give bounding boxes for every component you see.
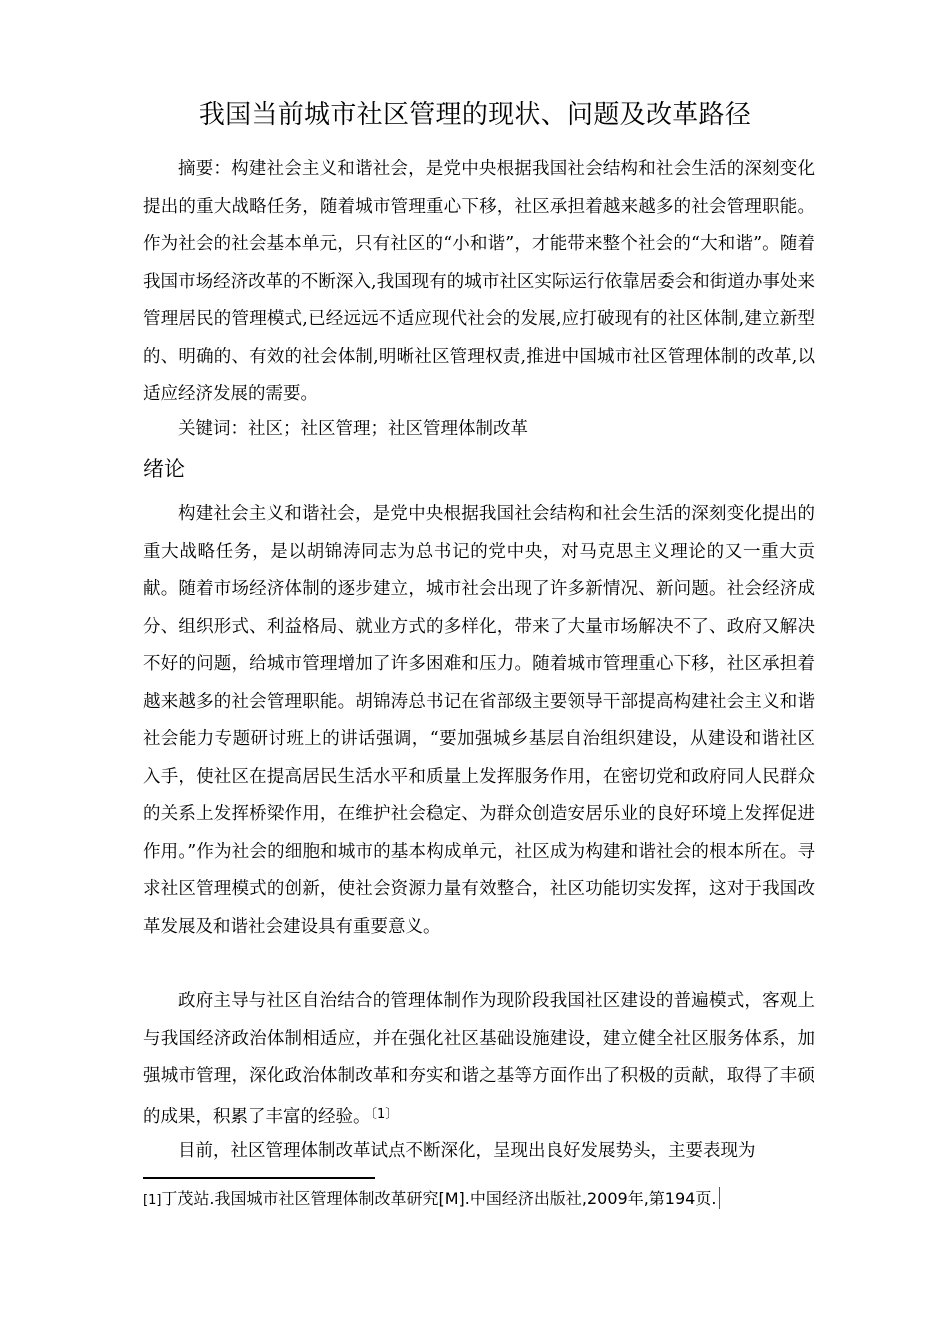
keywords-line [143, 413, 815, 445]
body-paragraph-3: 目前，社区管理体制改革试点不断深化，呈现出良好发展势头，主要表现为 [178, 1141, 756, 1161]
footnote-separator [143, 1177, 375, 1179]
footnote-text: 丁茂站.我国城市社区管理体制改革研究[M].中国经济出版社,2009年,第194页. [161, 1189, 717, 1208]
abstract-paragraph [143, 151, 815, 414]
abstract-label: 摘要： [178, 159, 232, 179]
section-heading: 绪论 [143, 457, 185, 481]
footnote [143, 1186, 720, 1214]
text-cursor [719, 1187, 720, 1209]
body-paragraph-2-text: 政府主导与社区自治结合的管理体制作为现阶段我国社区建设的普遍模式，客观上与我国经济政治体制相适应，并在强化社区基础设施建设，建立健全社区服务体系，加强城市管理，深化政治体制改革和夯实和谐之基等方面作出了积极的贡献，取得了丰硕的成果，积累了丰富的经验。 [143, 991, 815, 1127]
page-title: 我国当前城市社区管理的现状、问题及改革路径 [198, 100, 752, 130]
keywords-text: 社区；社区管理；社区管理体制改革 [248, 419, 528, 439]
body-paragraph-2 [143, 983, 815, 1136]
abstract-text: 构建社会主义和谐社会，是党中央根据我国社会结构和社会生活的深刻变化提出的重大战略任务，随着城市管理重心下移，社区承担着越来越多的社会管理职能。作为社会的社会基本单元，只有社区的“小和谐”，才能带来整个社会的“大和谐”。随着我国市场经济改革的不断深入,我国现有的城市社区实际运行依靠居委会和街道办事处来管理居民的管理模式,已经远远不适应现代社会的发展,应打破现有的社区体制,建立新型的、明确的、有效的社会体制,明晰社区管理权责,推进中国城市社区管理体制的改革,以适应经济发展的需要。 [143, 159, 816, 404]
footnote-mark: [1] [143, 1193, 162, 1208]
keywords-label: 关键词： [178, 419, 248, 439]
body-paragraph-1: 构建社会主义和谐社会，是党中央根据我国社会结构和社会生活的深刻变化提出的重大战略任务，是以胡锦涛同志为总书记的党中央，对马克思主义理论的又一重大贡献。随着市场经济体制的逐步建立，城市社会出现了许多新情况、新问题。社会经济成分、组织形式、利益格局、就业方式的多样化，带来了大量市场解决不了、政府又解决不好的问题，给城市管理增加了许多困难和压力。随着城市管理重心下移，社区承担着越来越多的社会管理职能。胡锦涛总书记在省部级主要领导干部提高构建社会主义和谐社会能力专题研讨班上的讲话强调，“要加强城乡基层自治组织建设，从建设和谐社区入手，使社区在提高居民生活水平和质量上发挥服务作用，在密切党和政府同人民群众的关系上发挥桥梁作用，在维护社会稳定、为群众创造安居乐业的良好环境上发挥促进作用。”作为社会的细胞和城市的基本构成单元，社区成为构建和谐社会的根本所在。寻求社区管理模式的创新，使社会资源力量有效整合，社区功能切实发挥，这对于我国改革发展及和谐社会建设具有重要意义。 [143, 504, 815, 937]
citation-mark: 〔1〕 [370, 1106, 399, 1122]
